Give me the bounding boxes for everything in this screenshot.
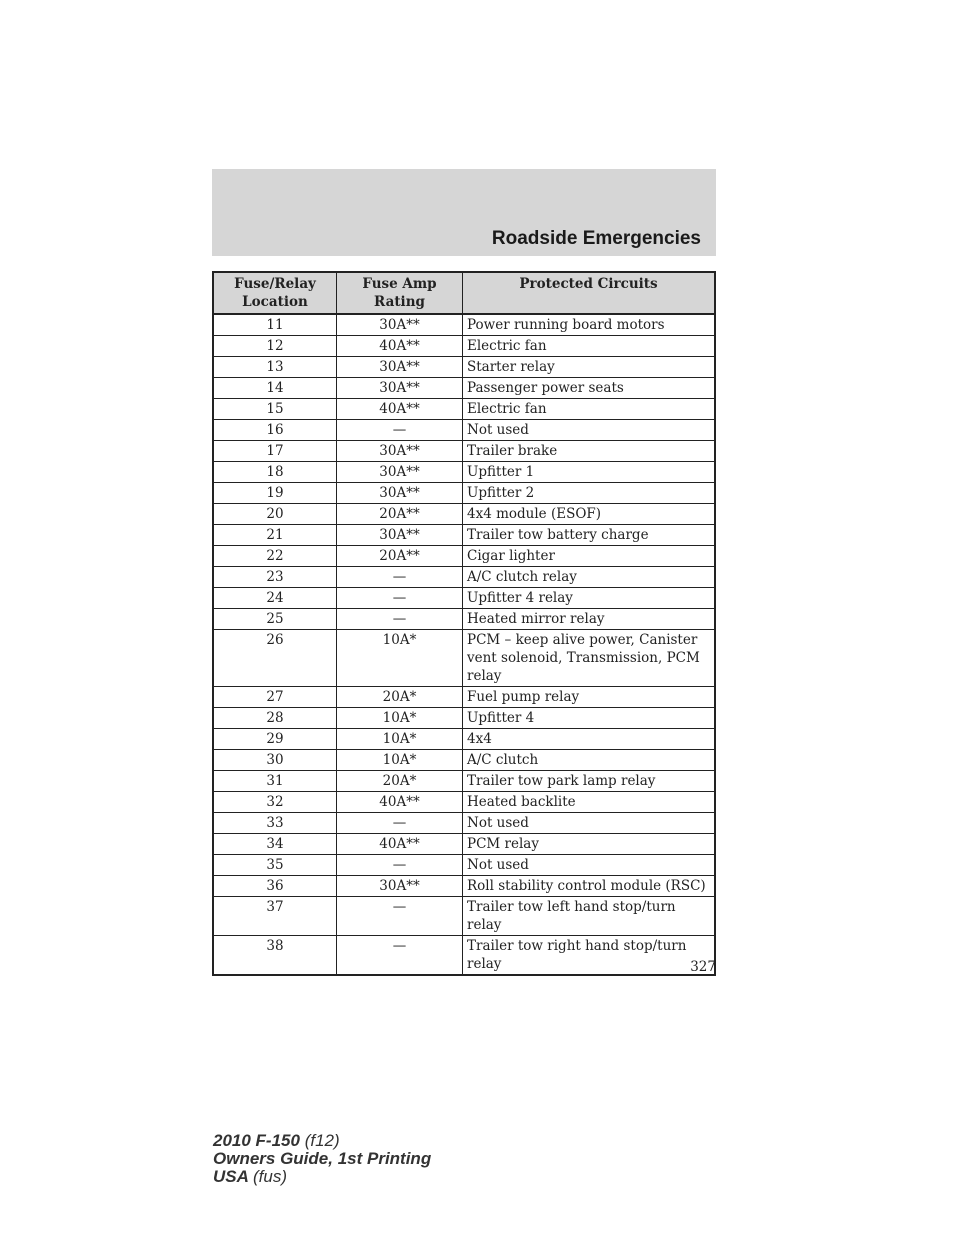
cell-rating: 10A* [337,750,463,771]
cell-rating: — [337,897,463,936]
cell-circuit: PCM relay [463,834,716,855]
fuse-table [212,271,716,976]
table-body [213,314,715,975]
cell-location: 36 [213,876,337,897]
cell-location: 28 [213,708,337,729]
section-title: Roadside Emergencies [491,228,701,249]
cell-circuit: Electric fan [463,399,716,420]
table-row [213,336,715,357]
column-header-location: Fuse/Relay Location [213,272,337,314]
page-number: 327 [690,959,716,975]
cell-location: 29 [213,729,337,750]
footer-line-1 [213,1132,431,1150]
cell-circuit: Not used [463,855,716,876]
table-row [213,936,715,976]
cell-location: 14 [213,378,337,399]
cell-location: 16 [213,420,337,441]
cell-location: 33 [213,813,337,834]
cell-location: 24 [213,588,337,609]
footer-line-2: Owners Guide, 1st Printing [213,1149,432,1168]
footer-model-code: (f12) [304,1131,340,1150]
cell-circuit: Trailer tow right hand stop/turn relay [463,936,716,976]
cell-circuit: Passenger power seats [463,378,716,399]
column-header-rating: Fuse Amp Rating [337,272,463,314]
table-row [213,771,715,792]
table-row [213,897,715,936]
table-row [213,813,715,834]
table-row [213,399,715,420]
cell-circuit: Electric fan [463,336,716,357]
cell-location: 32 [213,792,337,813]
table-row [213,708,715,729]
table-row [213,483,715,504]
cell-circuit: Trailer tow battery charge [463,525,716,546]
cell-rating: — [337,855,463,876]
cell-rating: 40A** [337,834,463,855]
table-row [213,876,715,897]
cell-location: 17 [213,441,337,462]
cell-circuit: Upfitter 4 [463,708,716,729]
cell-circuit: Cigar lighter [463,546,716,567]
cell-circuit: 4x4 [463,729,716,750]
cell-rating: 20A** [337,546,463,567]
cell-rating: 30A** [337,378,463,399]
cell-circuit: Roll stability control module (RSC) [463,876,716,897]
cell-circuit: Trailer tow left hand stop/turn relay [463,897,716,936]
table-row [213,504,715,525]
footer-model: 2010 F-150 [213,1131,300,1150]
table-row [213,546,715,567]
cell-location: 18 [213,462,337,483]
table-row [213,567,715,588]
cell-circuit: Upfitter 1 [463,462,716,483]
cell-location: 30 [213,750,337,771]
cell-rating: 30A** [337,462,463,483]
cell-rating: 30A** [337,483,463,504]
table-row [213,462,715,483]
table-row [213,314,715,336]
cell-location: 15 [213,399,337,420]
cell-location: 34 [213,834,337,855]
cell-location: 38 [213,936,337,976]
cell-location: 25 [213,609,337,630]
cell-rating: — [337,936,463,976]
footer-line-3 [213,1168,431,1186]
table-header-row [213,272,715,314]
cell-rating: 30A** [337,876,463,897]
table-row [213,630,715,687]
table-row [213,588,715,609]
cell-location: 22 [213,546,337,567]
table-row [213,525,715,546]
cell-circuit: PCM – keep alive power, Canister vent solenoid, Transmission, PCM relay [463,630,716,687]
cell-rating: 30A** [337,525,463,546]
cell-circuit: Not used [463,813,716,834]
cell-location: 12 [213,336,337,357]
section-header-band [212,169,716,256]
table-row [213,609,715,630]
footer [213,1132,431,1186]
cell-rating: 30A** [337,441,463,462]
footer-market: USA [213,1167,249,1186]
cell-location: 35 [213,855,337,876]
cell-circuit: 4x4 module (ESOF) [463,504,716,525]
table-row [213,441,715,462]
cell-location: 27 [213,687,337,708]
cell-rating: — [337,609,463,630]
table-row [213,792,715,813]
table-row [213,378,715,399]
cell-location: 21 [213,525,337,546]
column-header-circuits: Protected Circuits [463,272,716,314]
footer-market-code: (fus) [253,1167,287,1186]
cell-rating: — [337,588,463,609]
cell-location: 11 [213,314,337,336]
cell-circuit: Upfitter 2 [463,483,716,504]
table-row [213,729,715,750]
cell-rating: 20A* [337,771,463,792]
cell-rating: 40A** [337,792,463,813]
table-row [213,855,715,876]
cell-location: 31 [213,771,337,792]
cell-circuit: A/C clutch [463,750,716,771]
cell-circuit: Trailer brake [463,441,716,462]
cell-circuit: Starter relay [463,357,716,378]
cell-location: 20 [213,504,337,525]
cell-circuit: Heated backlite [463,792,716,813]
cell-location: 13 [213,357,337,378]
table-row [213,834,715,855]
cell-circuit: Trailer tow park lamp relay [463,771,716,792]
cell-location: 26 [213,630,337,687]
cell-rating: 10A* [337,729,463,750]
cell-rating: — [337,813,463,834]
cell-rating: 30A** [337,357,463,378]
cell-circuit: Not used [463,420,716,441]
cell-rating: 10A* [337,630,463,687]
cell-circuit: Heated mirror relay [463,609,716,630]
cell-location: 23 [213,567,337,588]
table-row [213,687,715,708]
cell-rating: 40A** [337,399,463,420]
table-row [213,750,715,771]
cell-circuit: A/C clutch relay [463,567,716,588]
cell-rating: 30A** [337,314,463,336]
cell-circuit: Power running board motors [463,314,716,336]
cell-rating: 20A* [337,687,463,708]
cell-rating: 10A* [337,708,463,729]
cell-rating: — [337,567,463,588]
cell-circuit: Upfitter 4 relay [463,588,716,609]
cell-location: 37 [213,897,337,936]
cell-circuit: Fuel pump relay [463,687,716,708]
table-row [213,357,715,378]
cell-rating: 40A** [337,336,463,357]
cell-rating: — [337,420,463,441]
cell-location: 19 [213,483,337,504]
table-row [213,420,715,441]
cell-rating: 20A** [337,504,463,525]
